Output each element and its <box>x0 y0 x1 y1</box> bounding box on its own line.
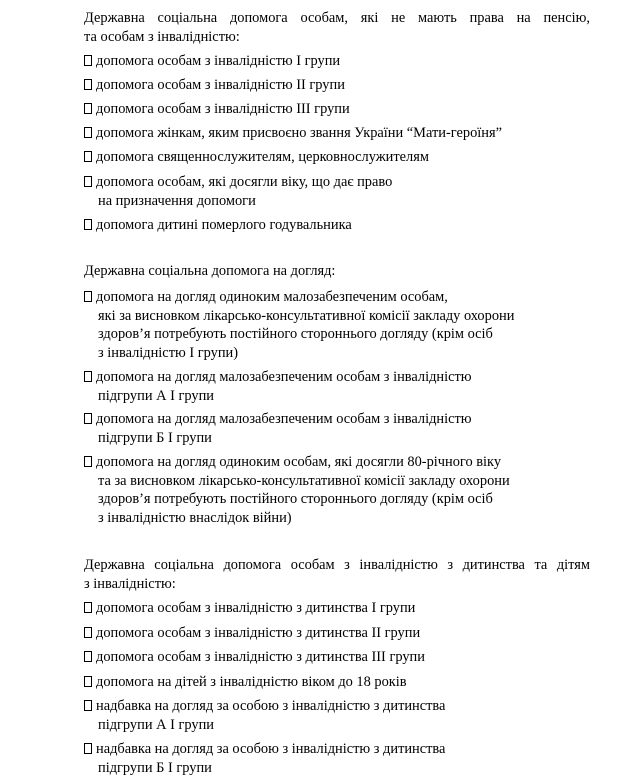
item-text: допомога священнослужителям, церковнослужителям <box>96 149 429 165</box>
list-item <box>84 76 345 95</box>
item-text: допомога жінкам, яким присвоєно звання України “Мати-героїня” <box>96 125 502 141</box>
item-text: допомога на догляд малозабезпеченим особам з інвалідністю <box>96 369 472 385</box>
item-text: допомога особам з інвалідністю з дитинства II групи <box>96 625 421 641</box>
checkbox-icon[interactable] <box>84 176 92 187</box>
section-heading-disability <box>84 556 590 593</box>
item-text: допомога особам, які досягли віку, що дає право <box>96 174 393 190</box>
heading-line: Державна соціальна допомога особам, які не мають права на пенсію, <box>84 10 590 26</box>
item-text-continued: підгрупи Б I групи <box>98 759 212 776</box>
list-item <box>84 624 420 643</box>
item-text: допомога особам з інвалідністю з дитинства III групи <box>96 649 425 665</box>
checkbox-icon[interactable] <box>84 371 92 382</box>
checkbox-icon[interactable] <box>84 602 92 613</box>
item-text: надбавка на догляд за особою з інвалідністю з дитинства <box>96 741 446 757</box>
list-item <box>84 173 392 210</box>
item-text-continued: здоров’я потребують постійного стороннього догляду (крім осіб <box>98 491 493 507</box>
list-item <box>84 52 340 71</box>
list-item <box>84 648 425 667</box>
list-item <box>84 124 502 143</box>
item-text-continued: здоров’я потребують постійного стороннього догляду (крім осіб <box>98 326 493 342</box>
item-text: допомога на догляд одиноким особам, які досягли 80-річного віку <box>96 454 502 470</box>
item-text: допомога на дітей з інвалідністю віком до 18 років <box>96 674 407 690</box>
checkbox-icon[interactable] <box>84 55 92 66</box>
checkbox-icon[interactable] <box>84 700 92 711</box>
item-text: допомога особам з інвалідністю II групи <box>96 77 345 93</box>
checkbox-icon[interactable] <box>84 676 92 687</box>
list-item <box>84 599 415 618</box>
item-text: надбавка на догляд за особою з інвалідністю з дитинства <box>96 698 446 714</box>
item-text: допомога на догляд малозабезпеченим особам з інвалідністю <box>96 411 472 427</box>
item-text-continued: підгрупи А I групи <box>98 387 215 404</box>
list-item <box>84 288 514 362</box>
heading-line: з інвалідністю: <box>84 575 176 592</box>
checkbox-icon[interactable] <box>84 291 92 302</box>
heading-line: Державна соціальна допомога на догляд: <box>84 263 336 279</box>
item-text-continued: які за висновком лікарсько-консультативної комісії закладу охорони <box>98 307 515 324</box>
checkbox-icon[interactable] <box>84 743 92 754</box>
list-item <box>84 216 352 235</box>
list-item <box>84 673 407 692</box>
list-item <box>84 100 350 119</box>
checkbox-icon[interactable] <box>84 103 92 114</box>
item-text-continued: на призначення допомоги <box>98 192 256 209</box>
checkbox-icon[interactable] <box>84 627 92 638</box>
item-text-continued: підгрупи Б I групи <box>98 429 212 446</box>
item-text: допомога на догляд одиноким малозабезпеченим особам, <box>96 289 448 305</box>
item-text: допомога особам з інвалідністю III групи <box>96 101 350 117</box>
list-item <box>84 740 445 777</box>
list-item <box>84 410 472 447</box>
checkbox-icon[interactable] <box>84 151 92 162</box>
heading-line: та особам з інвалідністю: <box>84 28 240 45</box>
section-heading-pension <box>84 9 590 46</box>
list-item <box>84 368 472 405</box>
checkbox-icon[interactable] <box>84 219 92 230</box>
checkbox-icon[interactable] <box>84 413 92 424</box>
list-item <box>84 453 510 527</box>
list-item <box>84 148 429 167</box>
item-text-continued: та за висновком лікарсько-консультативної комісії закладу охорони <box>98 472 510 489</box>
checkbox-icon[interactable] <box>84 127 92 138</box>
item-text-continued: з інвалідністю I групи) <box>98 344 239 361</box>
item-text-continued: підгрупи А I групи <box>98 716 215 733</box>
item-text-continued: з інвалідністю внаслідок війни) <box>98 509 292 526</box>
checkbox-icon[interactable] <box>84 651 92 662</box>
item-text: допомога особам з інвалідністю з дитинства I групи <box>96 600 416 616</box>
checkbox-icon[interactable] <box>84 79 92 90</box>
heading-line: Державна соціальна допомога особам з інвалідністю з дитинства та дітям <box>84 557 590 573</box>
item-text: допомога особам з інвалідністю I групи <box>96 53 341 69</box>
item-text: допомога дитині померлого годувальника <box>96 217 352 233</box>
checkbox-icon[interactable] <box>84 456 92 467</box>
section-heading-care <box>84 262 335 281</box>
list-item <box>84 697 445 734</box>
